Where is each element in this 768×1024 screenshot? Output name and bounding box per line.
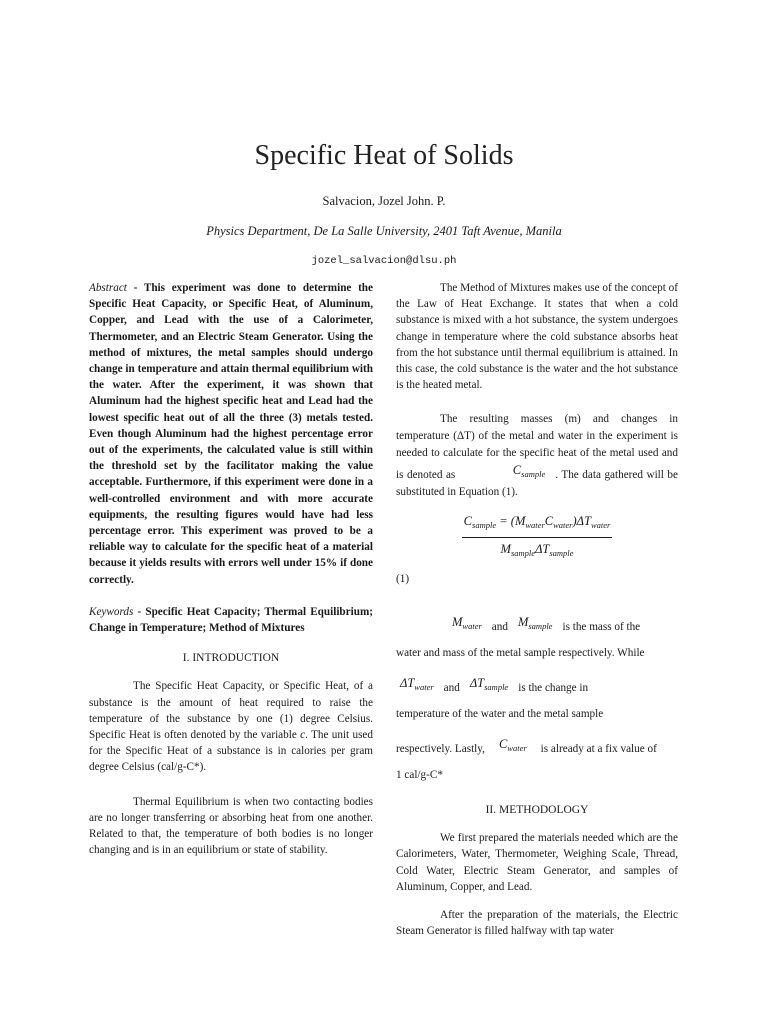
- intro-p1-text-b: . The unit used for the Specific Heat of a substance is in calories per gram degree Celsius (cal/g-C*).: [89, 729, 373, 774]
- cw-value: 1 cal/g-C*: [396, 769, 443, 782]
- symbol-dt-sample: $\Delta T_{sample}$: [469, 676, 509, 693]
- symbol-dt-water: $\Delta T_{water}$: [400, 676, 434, 693]
- mass-text-a: is the mass of the: [562, 621, 641, 634]
- equation-fraction: [462, 513, 613, 560]
- intro-p1-variable: c: [300, 729, 306, 742]
- c-water-definition: [396, 731, 678, 788]
- intro-paragraph-2: Thermal Equilibrium is when two contacting bodies are no longer transferring or absorbing heat from one another. Related to that, the temperature of both bodies is no longer changing and is in an equilibrium or state of stability.: [89, 795, 373, 857]
- abstract-dash: -: [126, 282, 144, 294]
- keywords-label: Keywords: [89, 605, 134, 618]
- keywords-dash: -: [133, 605, 146, 618]
- abstract: [89, 280, 373, 588]
- author-name: Salvacion, Jozel John. P.: [322, 194, 446, 208]
- dt-and: and: [443, 682, 460, 695]
- equation-1: [396, 513, 678, 560]
- symbol-c-water: $C_{water}$: [498, 737, 527, 754]
- mass-and: and: [491, 621, 508, 634]
- masses-text-a: The resulting masses (m) and changes in temperature (ΔT) of the metal and water in the experiment is needed to calculate for the specific heat of the metal used and is denoted as: [396, 413, 678, 482]
- symbol-m-sample: $M_{sample}$: [517, 615, 553, 632]
- cw-text-a: respectively. Lastly,: [396, 743, 485, 756]
- delta-t-definition: [396, 670, 678, 727]
- methodology-paragraph-1: We first prepared the materials needed which are the Calorimeters, Water, Thermometer, Weighing Scale, Thread, Cold Water, Electric Steam Generator, and samples of Aluminum, Copper, and Lead.: [396, 832, 678, 893]
- mass-definition: [396, 609, 678, 666]
- masses-paragraph: [396, 411, 678, 501]
- keywords-text: Specific Heat Capacity; Thermal Equilibrium; Change in Temperature; Method of Mixtures: [89, 605, 373, 635]
- mass-text-b: water and mass of the metal sample respectively. While: [396, 647, 645, 660]
- intro-paragraph-1: [89, 678, 373, 775]
- methodology-paragraph-2: After the preparation of the materials, the Electric Steam Generator is filled halfway with tap water: [396, 909, 678, 938]
- equation-denominator: $M_{sample}\Delta T_{sample}$: [500, 541, 574, 558]
- symbol-c-sample: $C_{sample}$: [512, 463, 546, 480]
- symbol-m-water: $M_{water}$: [452, 615, 482, 632]
- right-column: [396, 280, 678, 939]
- keywords: [89, 604, 373, 636]
- dt-text-b: temperature of the water and the metal sample: [396, 708, 604, 721]
- equation-numerator: $C_{sample} = (M_{water}C_{water})\Delta T_{water}$: [462, 513, 613, 537]
- left-column: [89, 280, 373, 859]
- intro-p1-text-a: The Specific Heat Capacity, or Specific Heat, of a substance is the amount of heat required to raise the temperature of the substance by one (1) degree Celsius. Specific Heat is often denoted by the variable: [89, 680, 373, 742]
- cw-text-b: is already at a fix value of: [540, 743, 657, 756]
- equation-number: (1): [396, 572, 410, 585]
- abstract-text: This experiment was done to determine the Specific Heat Capacity, or Specific Heat, of Aluminum, Copper, and Lead with the use of a Calorimeter, Thermometer, and an Electric Steam Generator. Using the method of mixtures, the metal samples should undergo change in temperature and attain thermal equilibrium with the water. After the experiment, it was shown that Aluminum had the highest specific heat and Lead had the lowest specific heat out of all the three (3) metals tested. Even though Aluminum had the highest percentage error out of the experiments, the calculated value is still within the threshold set by the facilitator making the value acceptable. Furthermore, if this experiment were done in a well-controlled environment and with more accurate equipments, the resulting figures would have had less percentage error. This experiment was proved to be a reliable way to calculate for the specific heat of a material because it yields results with errors well under 15% if done correctly.: [89, 282, 373, 586]
- author-email: jozel_salvacion@dlsu.ph: [311, 255, 457, 267]
- dt-text-a: is the change in: [518, 682, 589, 695]
- section-heading-introduction: I. INTRODUCTION: [182, 652, 280, 665]
- section-heading-methodology: II. METHODOLOGY: [485, 804, 589, 817]
- affiliation: Physics Department, De La Salle University, 2401 Taft Avenue, Manila: [206, 224, 562, 238]
- method-of-mixtures-paragraph: The Method of Mixtures makes use of the concept of the Law of Heat Exchange. It states that when a cold substance is mixed with a hot substance, the system undergoes change in temperature where the cold substance absorbs heat from the hot substance until thermal equilibrium is attained. In this case, the cold substance is the water and the hot substance is the heated metal.: [396, 282, 678, 392]
- masses-text-b: . The data gathered will be substituted in Equation (1).: [396, 469, 678, 499]
- paper-title: Specific Heat of Solids: [254, 140, 514, 171]
- abstract-label: Abstract: [89, 282, 127, 294]
